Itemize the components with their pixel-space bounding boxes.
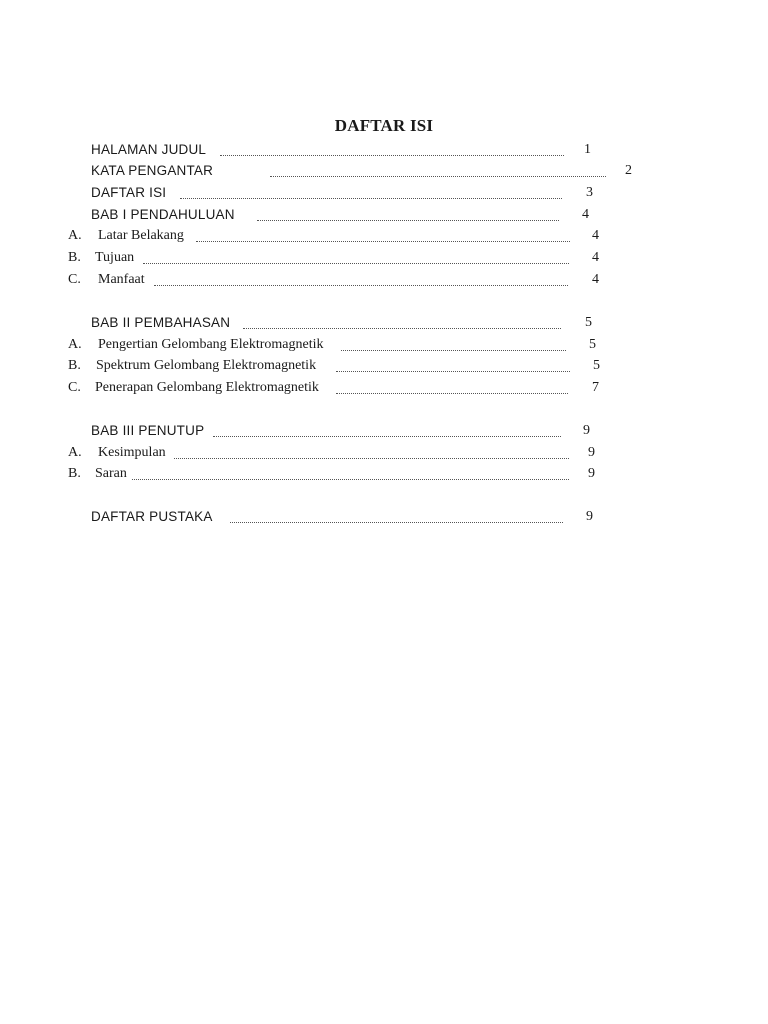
- page-title: DAFTAR ISI: [334, 116, 434, 135]
- toc-entry-letter: C.: [68, 272, 81, 287]
- dot-leader: [220, 154, 564, 156]
- toc-entry-page: 4: [592, 272, 599, 287]
- toc-entry: [0, 205, 768, 225]
- toc-entry: [0, 313, 768, 333]
- dot-leader: [196, 240, 570, 242]
- dot-leader: [143, 262, 569, 264]
- toc-entry-letter: A.: [68, 228, 82, 243]
- toc-entry-label: Kesimpulan: [98, 445, 166, 460]
- dot-leader: [341, 349, 566, 351]
- toc-entry: [0, 421, 768, 441]
- toc-entry-label: KATA PENGANTAR: [91, 163, 214, 178]
- dot-leader: [230, 521, 563, 523]
- toc-entry: [0, 226, 768, 246]
- toc-entry-page: 4: [592, 250, 599, 265]
- dot-leader: [336, 370, 570, 372]
- toc-entry-label: BAB II PEMBAHASAN: [91, 315, 231, 330]
- toc-entry: [0, 507, 768, 527]
- dot-leader: [132, 478, 569, 480]
- toc-entry-page: 5: [589, 337, 596, 352]
- toc-entry-page: 9: [586, 509, 593, 524]
- toc-entry: [0, 183, 768, 203]
- toc-entry-page: 4: [582, 207, 589, 222]
- dot-leader: [213, 435, 561, 437]
- toc-entry-letter: B.: [68, 250, 81, 265]
- toc-entry: [0, 443, 768, 463]
- toc-entry: [0, 464, 768, 484]
- toc-entry-label: HALAMAN JUDUL: [91, 142, 207, 157]
- toc-entry-label: Latar Belakang: [98, 228, 184, 243]
- dot-leader: [174, 457, 569, 459]
- toc-entry: [0, 270, 768, 290]
- toc-entry-page: 5: [585, 315, 592, 330]
- dot-leader: [257, 219, 559, 221]
- toc-entry-page: 7: [592, 380, 599, 395]
- toc-entry-label: Spektrum Gelombang Elektromagnetik: [96, 358, 317, 373]
- toc-entry: [0, 356, 768, 376]
- toc-entry: [0, 140, 768, 160]
- toc-entry-page: 4: [592, 228, 599, 243]
- toc-entry-label: Pengertian Gelombang Elektromagnetik: [98, 337, 324, 352]
- toc-entry: [0, 248, 768, 268]
- toc-entry-label: Saran: [95, 466, 127, 481]
- toc-entry-letter: C.: [68, 380, 81, 395]
- toc-entry: [0, 161, 768, 181]
- toc-entry: [0, 378, 768, 398]
- toc-entry-label: BAB I PENDAHULUAN: [91, 207, 235, 222]
- toc-entry-label: DAFTAR ISI: [91, 185, 167, 200]
- toc-entry-letter: B.: [68, 358, 81, 373]
- toc-entry-letter: A.: [68, 445, 82, 460]
- toc-entry-page: 5: [593, 358, 600, 373]
- dot-leader: [336, 392, 568, 394]
- toc-entry-page: 2: [625, 163, 632, 178]
- toc-entry-page: 9: [588, 466, 595, 481]
- dot-leader: [154, 284, 568, 286]
- toc-entry-letter: B.: [68, 466, 81, 481]
- toc-entry-label: Manfaat: [98, 272, 145, 287]
- dot-leader: [180, 197, 562, 199]
- toc-entry-label: Tujuan: [95, 250, 135, 265]
- toc-entry: [0, 335, 768, 355]
- toc-entry-page: 9: [583, 423, 590, 438]
- dot-leader: [243, 327, 561, 329]
- dot-leader: [270, 175, 606, 177]
- toc-entry-label: DAFTAR PUSTAKA: [91, 509, 213, 524]
- toc-entry-label: BAB III PENUTUP: [91, 423, 205, 438]
- toc-entry-page: 1: [584, 142, 591, 157]
- toc-entry-page: 9: [588, 445, 595, 460]
- toc-entry-page: 3: [586, 185, 593, 200]
- toc-entry-letter: A.: [68, 337, 82, 352]
- toc-entry-label: Penerapan Gelombang Elektromagnetik: [95, 380, 319, 395]
